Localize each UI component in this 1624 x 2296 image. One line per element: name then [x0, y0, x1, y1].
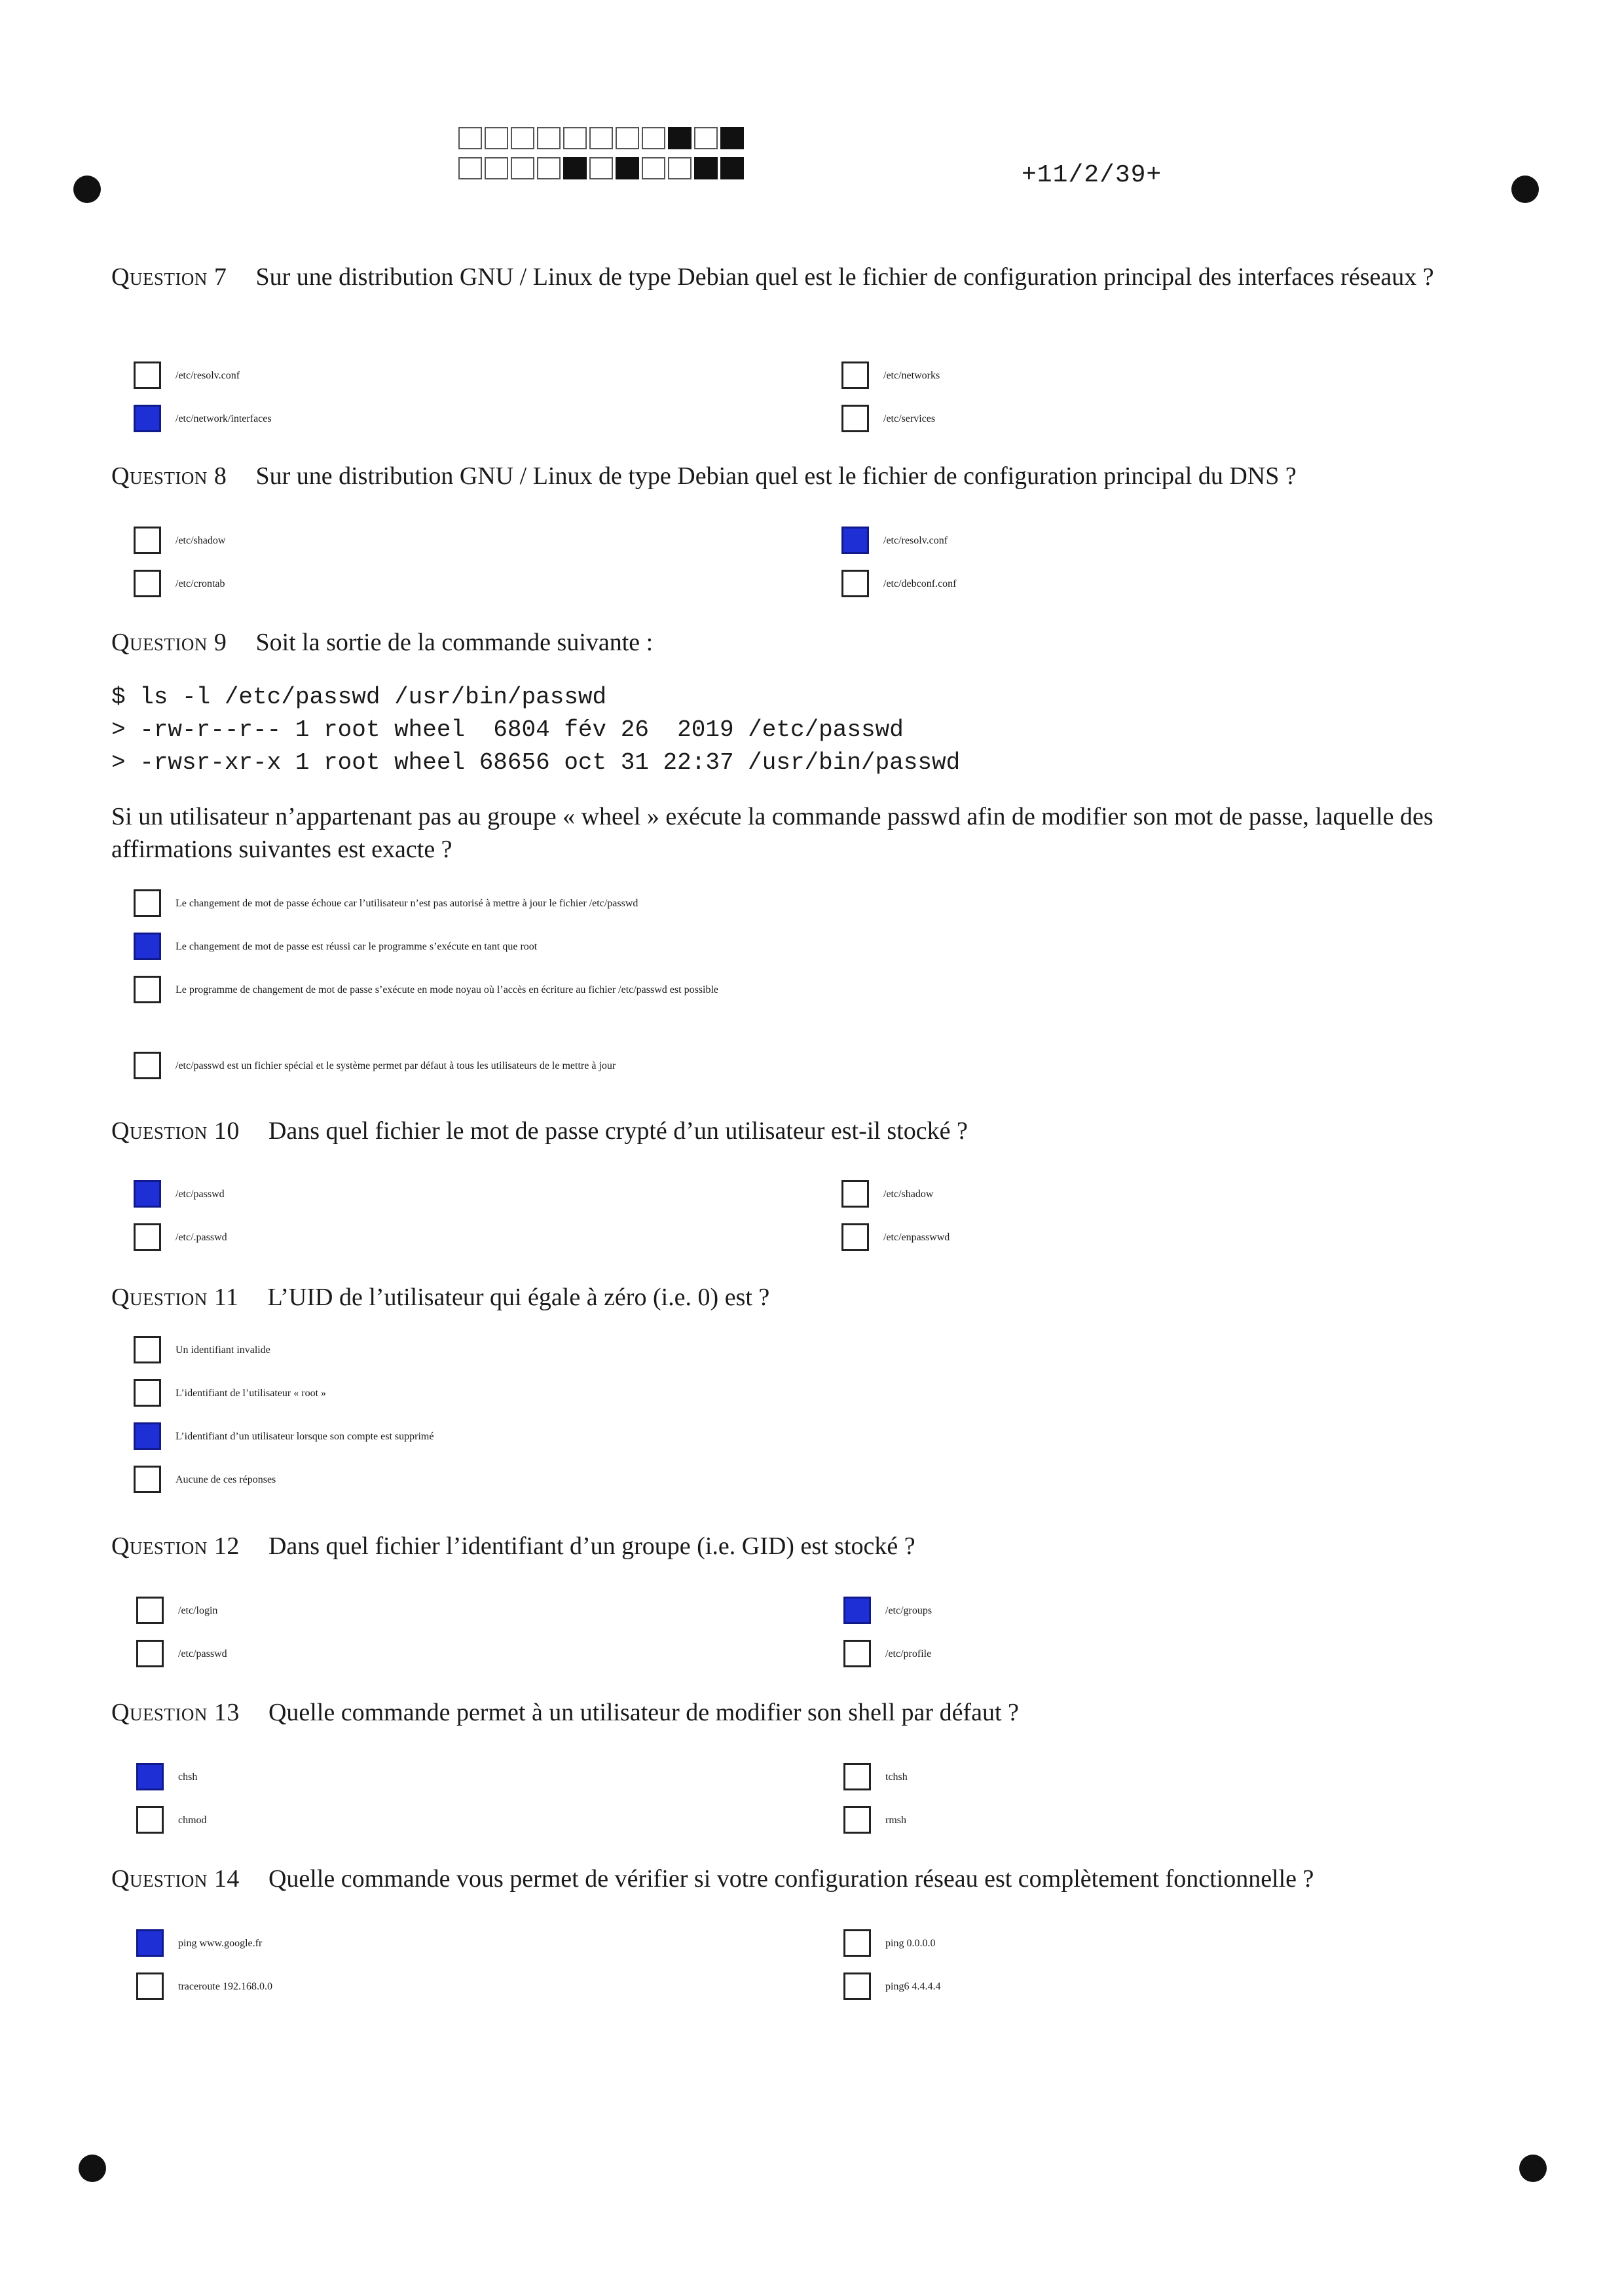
- checkbox[interactable]: [136, 1806, 164, 1834]
- option-label: /etc/groups: [885, 1605, 932, 1616]
- id-code-cell: [589, 127, 613, 149]
- option-q11-a[interactable]: [134, 1335, 270, 1366]
- option-label: /etc/networks: [883, 370, 940, 381]
- checkbox[interactable]: [843, 1597, 871, 1624]
- option-q10-d[interactable]: [841, 1222, 950, 1253]
- option-label: /etc/shadow: [175, 535, 226, 546]
- option-label: ping6 4.4.4.4: [885, 1981, 941, 1992]
- checkbox[interactable]: [134, 1052, 161, 1079]
- option-q14-a[interactable]: [136, 1928, 262, 1959]
- question-12: [111, 1530, 1506, 1563]
- id-code-cell: [642, 127, 665, 149]
- checkbox[interactable]: [843, 1929, 871, 1957]
- option-q13-b[interactable]: [843, 1762, 908, 1793]
- option-q14-b[interactable]: [843, 1928, 935, 1959]
- question-9: [111, 626, 1506, 659]
- checkbox[interactable]: [841, 570, 869, 597]
- id-code-row: [458, 157, 747, 179]
- checkbox[interactable]: [134, 976, 161, 1003]
- checkbox[interactable]: [134, 1223, 161, 1251]
- option-label: /etc/services: [883, 413, 936, 424]
- question-label: Question 13: [111, 1699, 240, 1726]
- option-q13-c[interactable]: [136, 1805, 207, 1836]
- id-code-cell: [537, 157, 561, 179]
- option-q10-b[interactable]: [841, 1179, 933, 1210]
- checkbox[interactable]: [134, 889, 161, 917]
- question-label: Question 14: [111, 1865, 240, 1893]
- checkbox[interactable]: [134, 933, 161, 960]
- option-q11-b[interactable]: [134, 1378, 326, 1409]
- option-label: /etc/resolv.conf: [883, 535, 948, 546]
- checkbox[interactable]: [134, 570, 161, 597]
- id-code-cell: [642, 157, 665, 179]
- question-9-statement: Si un utilisateur n’appartenant pas au groupe « wheel » exécute la commande passwd afin de modifier son mot de passe, laquelle des affirmations suivantes est exacte ?: [111, 803, 1433, 863]
- option-label: /etc/.passwd: [175, 1232, 227, 1243]
- option-q8-b[interactable]: [841, 525, 948, 557]
- question-label: Question 9: [111, 629, 227, 656]
- checkbox[interactable]: [136, 1640, 164, 1667]
- checkbox[interactable]: [843, 1806, 871, 1834]
- option-label: /etc/shadow: [883, 1189, 934, 1200]
- checkbox[interactable]: [136, 1929, 164, 1957]
- option-label: chsh: [178, 1771, 198, 1783]
- command-output-line: > -rwsr-xr-x 1 root wheel 68656 oct 31 22:37 /usr/bin/passwd: [111, 749, 961, 776]
- question-14: [111, 1862, 1506, 1895]
- question-label: Question 12: [111, 1532, 240, 1560]
- registration-mark-bottom-left: [79, 2155, 106, 2182]
- question-text: Quelle commande permet à un utilisateur de modifier son shell par défaut ?: [268, 1699, 1019, 1726]
- id-code-cell: [485, 157, 508, 179]
- option-q9-c[interactable]: [134, 974, 1509, 1006]
- option-q10-c[interactable]: [134, 1222, 227, 1253]
- id-code-cell: [668, 157, 692, 179]
- option-label: /etc/profile: [885, 1648, 932, 1659]
- option-q9-b[interactable]: [134, 931, 537, 963]
- id-code-cell: [458, 157, 482, 179]
- id-code-cell: [458, 127, 482, 149]
- option-q12-a[interactable]: [136, 1595, 217, 1627]
- command-output-line: > -rw-r--r-- 1 root wheel 6804 fév 26 2019 /etc/passwd: [111, 716, 904, 743]
- question-11: [111, 1281, 1506, 1314]
- page-id-label: +11/2/39+: [1022, 161, 1162, 189]
- id-code-cell: [694, 127, 718, 149]
- command-output-line: $ ls -l /etc/passwd /usr/bin/passwd: [111, 684, 607, 711]
- option-label: /etc/network/interfaces: [175, 413, 272, 424]
- question-13: [111, 1696, 1506, 1729]
- option-label: /etc/passwd: [178, 1648, 227, 1659]
- id-code-cell: [563, 157, 587, 179]
- question-7: [111, 261, 1506, 293]
- option-label: chmod: [178, 1815, 207, 1826]
- id-code-cell: [563, 127, 587, 149]
- checkbox[interactable]: [841, 1180, 869, 1208]
- option-q7-b[interactable]: [841, 360, 940, 392]
- option-q12-d[interactable]: [843, 1639, 931, 1670]
- question-text: Soit la sortie de la commande suivante :: [255, 629, 654, 656]
- option-label: tchsh: [885, 1771, 908, 1783]
- option-label: L’identifiant d’un utilisateur lorsque son compte est supprimé: [175, 1431, 434, 1442]
- option-label: rmsh: [885, 1815, 906, 1826]
- question-text: L’UID de l’utilisateur qui égale à zéro (i.e. 0) est ?: [267, 1284, 770, 1311]
- registration-mark-top-left: [73, 176, 101, 203]
- checkbox[interactable]: [134, 405, 161, 432]
- option-label: Le changement de mot de passe est réussi car le programme s’exécute en tant que root: [175, 941, 538, 952]
- checkbox[interactable]: [134, 1379, 161, 1407]
- checkbox[interactable]: [134, 1422, 161, 1450]
- question-text: Dans quel fichier le mot de passe crypté d’un utilisateur est-il stocké ?: [268, 1117, 968, 1145]
- checkbox[interactable]: [843, 1972, 871, 2000]
- checkbox[interactable]: [136, 1597, 164, 1624]
- option-label: traceroute 192.168.0.0: [178, 1981, 272, 1992]
- id-code-cell: [694, 157, 718, 179]
- option-q10-a[interactable]: [134, 1179, 225, 1210]
- checkbox[interactable]: [134, 361, 161, 389]
- checkbox[interactable]: [841, 405, 869, 432]
- option-label: /etc/crontab: [175, 578, 225, 589]
- checkbox[interactable]: [134, 1466, 161, 1493]
- checkbox[interactable]: [134, 1180, 161, 1208]
- option-label: ping 0.0.0.0: [885, 1938, 936, 1949]
- option-label: L’identifiant de l’utilisateur « root »: [175, 1388, 327, 1399]
- option-label: Aucune de ces réponses: [175, 1474, 276, 1485]
- option-q14-c[interactable]: [136, 1971, 272, 2003]
- id-code-cell: [616, 127, 639, 149]
- option-label: /etc/passwd: [175, 1189, 225, 1200]
- checkbox[interactable]: [134, 1336, 161, 1363]
- page-id-code: [458, 127, 747, 187]
- option-label: Le programme de changement de mot de passe s’exécute en mode noyau où l’accès en écriture au fichier /etc/passwd est possible: [175, 984, 719, 995]
- option-label: ping www.google.fr: [178, 1938, 263, 1949]
- checkbox[interactable]: [136, 1972, 164, 2000]
- option-label: /etc/enpasswwd: [883, 1232, 950, 1243]
- option-q13-d[interactable]: [843, 1805, 906, 1836]
- option-q13-a[interactable]: [136, 1762, 197, 1793]
- option-q7-d[interactable]: [841, 403, 935, 435]
- id-code-cell: [720, 127, 744, 149]
- checkbox[interactable]: [841, 1223, 869, 1251]
- question-10: [111, 1115, 1506, 1147]
- id-code-cell: [485, 127, 508, 149]
- id-code-cell: [668, 127, 692, 149]
- option-q8-c[interactable]: [134, 568, 225, 600]
- checkbox[interactable]: [841, 361, 869, 389]
- option-label: Un identifiant invalide: [175, 1344, 270, 1356]
- option-q12-b[interactable]: [843, 1595, 932, 1627]
- option-label: /etc/passwd est un fichier spécial et le système permet par défaut à tous les utilisateurs de le mettre à jour: [175, 1060, 616, 1071]
- question-label: Question 7: [111, 263, 227, 291]
- option-q7-a[interactable]: [134, 360, 240, 392]
- id-code-cell: [537, 127, 561, 149]
- option-q8-d[interactable]: [841, 568, 957, 600]
- id-code-cell: [720, 157, 744, 179]
- id-code-row: [458, 127, 747, 149]
- question-label: Question 8: [111, 462, 227, 490]
- option-q11-c[interactable]: [134, 1421, 434, 1453]
- question-text: Quelle commande vous permet de vérifier si votre configuration réseau est complètement fonctionnelle ?: [268, 1865, 1314, 1893]
- id-code-cell: [511, 157, 534, 179]
- checkbox[interactable]: [843, 1763, 871, 1790]
- id-code-cell: [511, 127, 534, 149]
- question-label: Question 10: [111, 1117, 240, 1145]
- option-q9-d[interactable]: [134, 1050, 616, 1082]
- question-label: Question 11: [111, 1284, 239, 1311]
- id-code-cell: [616, 157, 639, 179]
- question-text: Sur une distribution GNU / Linux de type Debian quel est le fichier de configuration principal du DNS ?: [255, 462, 1297, 490]
- question-text: Sur une distribution GNU / Linux de type Debian quel est le fichier de configuration principal des interfaces réseaux ?: [255, 263, 1434, 291]
- option-q7-c[interactable]: [134, 403, 272, 435]
- checkbox[interactable]: [843, 1640, 871, 1667]
- option-label: /etc/login: [178, 1605, 218, 1616]
- id-code-cell: [589, 157, 613, 179]
- option-q14-d[interactable]: [843, 1971, 940, 2003]
- checkbox[interactable]: [136, 1763, 164, 1790]
- option-q8-a[interactable]: [134, 525, 225, 557]
- option-label: /etc/resolv.conf: [175, 370, 240, 381]
- registration-mark-bottom-right: [1519, 2155, 1547, 2182]
- checkbox[interactable]: [134, 527, 161, 554]
- option-q12-c[interactable]: [136, 1639, 227, 1670]
- option-label: Le changement de mot de passe échoue car l’utilisateur n’est pas autorisé à mettre à jour le fichier /etc/passwd: [175, 898, 638, 909]
- question-8: [111, 460, 1506, 492]
- option-q9-a[interactable]: [134, 888, 638, 919]
- checkbox[interactable]: [841, 527, 869, 554]
- question-text: Dans quel fichier l’identifiant d’un groupe (i.e. GID) est stocké ?: [268, 1532, 915, 1560]
- option-label: /etc/debconf.conf: [883, 578, 957, 589]
- registration-mark-top-right: [1511, 176, 1539, 203]
- option-q11-d[interactable]: [134, 1464, 276, 1496]
